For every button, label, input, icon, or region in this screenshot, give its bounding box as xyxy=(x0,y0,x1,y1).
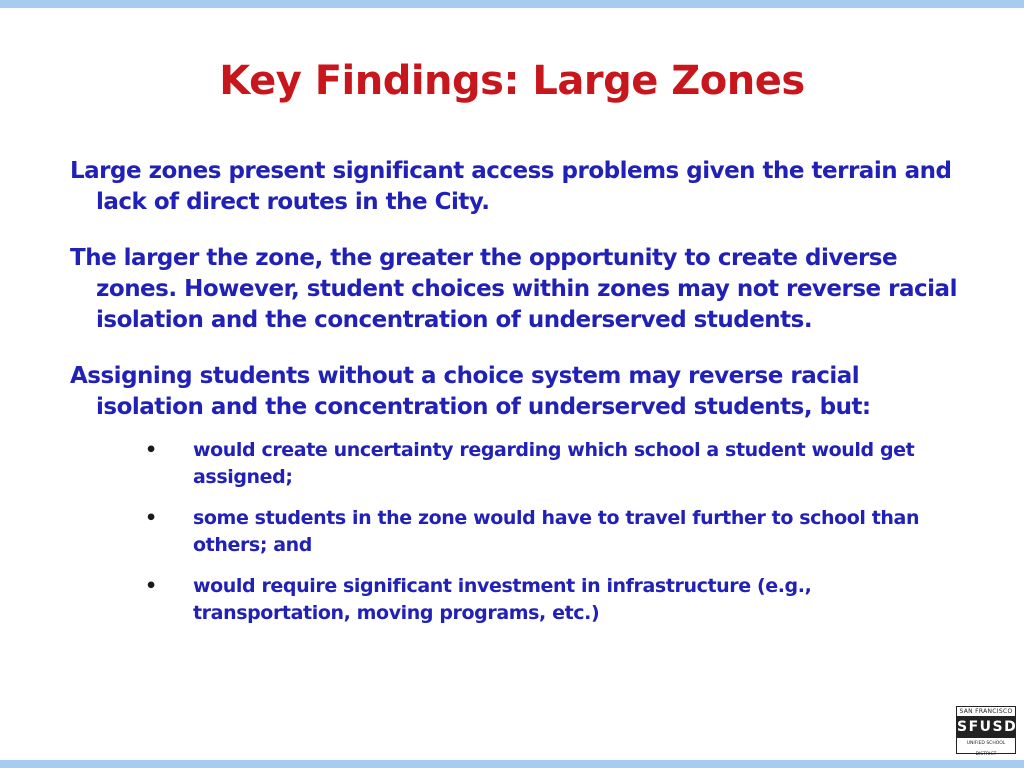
paragraph-diverse-zones: The larger the zone, the greater the opportunity to create diverse zones. However, student choices within zones may not reverse racial isolation and the concentration of underserved students. xyxy=(70,245,957,333)
list-item xyxy=(145,437,970,491)
top-accent-band xyxy=(0,0,1024,8)
logo-top-text: SAN FRANCISCO xyxy=(959,708,1013,715)
bullet-list xyxy=(70,437,970,627)
logo-main-text: SFUSD xyxy=(957,716,1015,738)
paragraph-access-problems: Large zones present significant access problems given the terrain and lack of direct routes in the City. xyxy=(70,158,952,215)
paragraph-assigning-students: Assigning students without a choice system may reverse racial isolation and the concentration of underserved students, but: xyxy=(70,363,871,420)
bullet-icon: • xyxy=(145,439,157,461)
list-item-text: some students in the zone would have to travel further to school than others; and xyxy=(193,507,920,556)
bullet-icon: • xyxy=(145,575,157,597)
list-item-text: would require significant investment in infrastructure (e.g., transportation, moving programs, etc.) xyxy=(193,575,812,624)
list-item xyxy=(145,505,970,559)
slide-body xyxy=(70,156,970,641)
list-item xyxy=(145,573,970,627)
sfusd-logo xyxy=(956,706,1018,757)
logo-bottom-text: UNIFIED SCHOOL DISTRICT xyxy=(966,741,1006,757)
list-item-text: would create uncertainty regarding which school a student would get assigned; xyxy=(193,439,915,488)
bottom-accent-band xyxy=(0,760,1024,768)
slide-title: Key Findings: Large Zones xyxy=(219,58,805,104)
bullet-icon: • xyxy=(145,507,157,529)
